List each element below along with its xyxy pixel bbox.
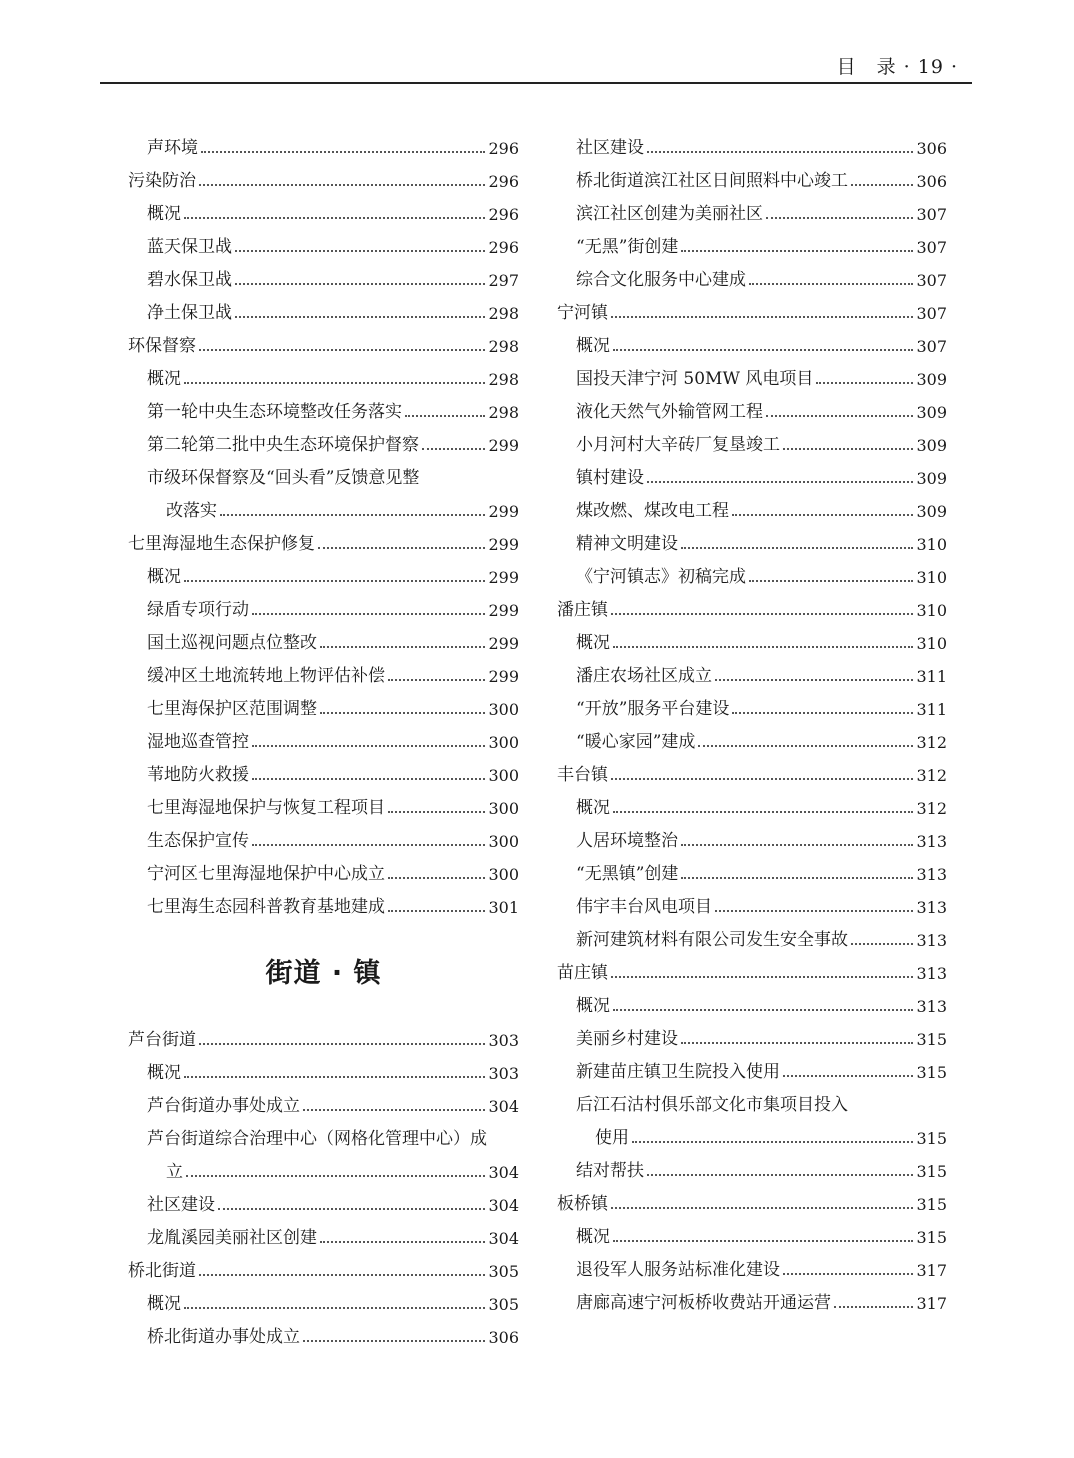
toc-entry-title: “无黑镇”创建 <box>576 864 679 884</box>
toc-page-number: 313 <box>916 997 947 1016</box>
toc-entry-title: “无黑”街创建 <box>576 237 679 257</box>
toc-section-entry[interactable] <box>128 165 519 198</box>
toc-entry-title: 镇村建设 <box>576 468 644 488</box>
toc-page-number: 298 <box>488 304 519 323</box>
dot-leader <box>681 546 913 549</box>
dot-leader <box>834 1305 913 1308</box>
toc-page-number: 299 <box>488 502 519 521</box>
toc-entry-title: 潘庄农场社区成立 <box>576 666 712 686</box>
toc-entry[interactable] <box>557 462 947 495</box>
toc-page-number: 313 <box>916 931 947 950</box>
toc-entry[interactable] <box>557 1287 947 1320</box>
toc-page-number: 315 <box>916 1228 947 1247</box>
dot-leader <box>235 315 485 318</box>
toc-entry-title: 桥北街道办事处成立 <box>147 1327 300 1347</box>
toc-page-number: 296 <box>488 172 519 191</box>
dot-leader <box>252 744 485 747</box>
dot-leader <box>783 447 913 450</box>
toc-entry-title: 改落实 <box>166 501 217 521</box>
toc-page-number: 307 <box>916 304 947 323</box>
toc-section-entry[interactable] <box>557 297 947 330</box>
toc-entry-title: 新河建筑材料有限公司发生安全事故 <box>576 930 848 950</box>
toc-page-number: 304 <box>488 1163 519 1182</box>
toc-entry-title: 伟宇丰台风电项目 <box>576 897 712 917</box>
toc-page-number: 310 <box>916 601 947 620</box>
toc-entry-title: 概况 <box>147 204 181 224</box>
dot-leader <box>303 1339 485 1342</box>
toc-page-number: 315 <box>916 1129 947 1148</box>
dot-leader <box>235 249 485 252</box>
toc-entry[interactable] <box>557 561 947 594</box>
dot-leader <box>613 348 913 351</box>
toc-entry[interactable] <box>128 1156 519 1189</box>
dot-leader <box>681 876 913 879</box>
toc-entry-title: 宁河镇 <box>557 303 608 323</box>
toc-entry[interactable] <box>557 627 947 660</box>
toc-entry[interactable] <box>557 264 947 297</box>
toc-entry[interactable] <box>557 231 947 264</box>
toc-entry[interactable] <box>557 528 947 561</box>
toc-entry[interactable] <box>557 363 947 396</box>
toc-entry[interactable] <box>128 1288 519 1321</box>
toc-page-number: 309 <box>916 436 947 455</box>
dot-leader <box>199 183 485 186</box>
dot-leader <box>613 1239 913 1242</box>
dot-leader <box>218 1207 485 1210</box>
toc-entry[interactable] <box>128 891 519 924</box>
toc-entry-title: 环保督察 <box>128 336 196 356</box>
dot-leader <box>749 579 913 582</box>
toc-page-number: 306 <box>916 139 947 158</box>
dot-leader <box>184 1306 485 1309</box>
dot-leader <box>816 381 913 384</box>
toc-page-number: 315 <box>916 1162 947 1181</box>
toc-entry[interactable] <box>128 693 519 726</box>
dot-leader <box>252 612 485 615</box>
toc-section-entry[interactable] <box>128 528 519 561</box>
toc-entry-title: 美丽乡村建设 <box>576 1029 678 1049</box>
toc-entry[interactable] <box>128 660 519 693</box>
toc-page-number: 303 <box>488 1031 519 1050</box>
dot-leader <box>252 843 485 846</box>
toc-page-number: 315 <box>916 1195 947 1214</box>
toc-page-number: 313 <box>916 865 947 884</box>
toc-entry[interactable] <box>557 198 947 231</box>
dot-leader <box>388 810 485 813</box>
toc-page-number: 309 <box>916 370 947 389</box>
dot-leader <box>766 414 913 417</box>
toc-entry[interactable] <box>557 825 947 858</box>
toc-entry-title: 龙胤溪园美丽社区创建 <box>147 1228 317 1248</box>
toc-column-left <box>128 132 519 1354</box>
toc-entry[interactable] <box>557 891 947 924</box>
dot-leader <box>184 381 485 384</box>
toc-page-number: 299 <box>488 667 519 686</box>
toc-entry-title: 净土保卫战 <box>147 303 232 323</box>
toc-page-number: 298 <box>488 403 519 422</box>
toc-page-number: 296 <box>488 205 519 224</box>
dot-leader <box>749 282 913 285</box>
toc-column-right <box>557 132 947 1320</box>
toc-page-number: 299 <box>488 634 519 653</box>
toc-entry-title: 滨江社区创建为美丽社区 <box>576 204 763 224</box>
dot-leader <box>611 975 913 978</box>
dot-leader <box>405 414 485 417</box>
toc-entry[interactable] <box>128 198 519 231</box>
toc-entry[interactable] <box>557 1221 947 1254</box>
dot-leader <box>318 546 485 549</box>
dot-leader <box>732 513 913 516</box>
toc-entry[interactable] <box>557 660 947 693</box>
toc-entry-title: 概况 <box>576 633 610 653</box>
toc-entry[interactable] <box>128 297 519 330</box>
dot-leader <box>613 1008 913 1011</box>
toc-entry-title: 碧水保卫战 <box>147 270 232 290</box>
toc-entry[interactable] <box>128 231 519 264</box>
dot-leader <box>715 678 913 681</box>
toc-entry-title: 七里海湿地生态保护修复 <box>128 534 315 554</box>
toc-entry-title: 国土巡视问题点位整改 <box>147 633 317 653</box>
toc-section-entry[interactable] <box>557 594 947 627</box>
toc-page-number: 303 <box>488 1064 519 1083</box>
dot-leader <box>186 1174 485 1177</box>
toc-entry-title: “开放”服务平台建设 <box>576 699 730 719</box>
toc-entry-title: 七里海湿地保护与恢复工程项目 <box>147 798 385 818</box>
toc-entry-title: 概况 <box>576 1227 610 1247</box>
dot-leader <box>851 183 913 186</box>
toc-entry[interactable] <box>557 693 947 726</box>
dot-leader <box>388 876 485 879</box>
toc-page-number: 306 <box>488 1328 519 1347</box>
toc-page-number: 309 <box>916 469 947 488</box>
toc-entry-title: 综合文化服务中心建成 <box>576 270 746 290</box>
dot-leader <box>611 777 913 780</box>
toc-page-number: 315 <box>916 1063 947 1082</box>
toc-page-number: 304 <box>488 1229 519 1248</box>
toc-entry-title-line: 后江石沽村俱乐部文化市集项目投入 <box>576 1095 848 1115</box>
toc-page-number: 300 <box>488 832 519 851</box>
toc-page-number: 310 <box>916 568 947 587</box>
toc-entry-title: 绿盾专项行动 <box>147 600 249 620</box>
toc-section-entry[interactable] <box>128 330 519 363</box>
dot-leader <box>681 1041 913 1044</box>
toc-page-number: 298 <box>488 337 519 356</box>
toc-entry-title: 液化天然气外输管网工程 <box>576 402 763 422</box>
dot-leader <box>783 1272 913 1275</box>
toc-page-number: 296 <box>488 238 519 257</box>
toc-page-number: 307 <box>916 271 947 290</box>
toc-entry-title: 丰台镇 <box>557 765 608 785</box>
toc-entry[interactable] <box>128 1321 519 1354</box>
dot-leader <box>201 150 485 153</box>
section-title: 街道 · 镇 <box>265 958 382 989</box>
toc-page-number: 300 <box>488 700 519 719</box>
toc-section-entry[interactable] <box>557 759 947 792</box>
toc-list-towns <box>557 132 947 1320</box>
toc-page-number: 307 <box>916 337 947 356</box>
dot-leader <box>320 645 485 648</box>
toc-page-number: 297 <box>488 271 519 290</box>
toc-page-number: 307 <box>916 238 947 257</box>
dot-leader <box>388 678 485 681</box>
toc-entry-title: 污染防治 <box>128 171 196 191</box>
toc-entry[interactable] <box>128 561 519 594</box>
toc-entry-title: 苗庄镇 <box>557 963 608 983</box>
toc-entry-title: 精神文明建设 <box>576 534 678 554</box>
toc-entry-title: 概况 <box>576 798 610 818</box>
dot-leader <box>320 1240 485 1243</box>
toc-entry-title: 唐廊高速宁河板桥收费站开通运营 <box>576 1293 831 1313</box>
toc-entry[interactable] <box>557 924 947 957</box>
dot-leader <box>611 612 913 615</box>
toc-section-entry[interactable] <box>557 1188 947 1221</box>
toc-entry[interactable] <box>128 594 519 627</box>
toc-entry-title: 《宁河镇志》初稿完成 <box>576 567 746 587</box>
dot-leader <box>613 810 913 813</box>
toc-page-number: 296 <box>488 139 519 158</box>
toc-section-entry[interactable] <box>128 1255 519 1288</box>
toc-entry-title: 桥北街道滨江社区日间照料中心竣工 <box>576 171 848 191</box>
dot-leader <box>184 1075 485 1078</box>
toc-entry-title: 湿地巡查管控 <box>147 732 249 752</box>
toc-entry[interactable] <box>557 1155 947 1188</box>
dot-leader <box>766 216 913 219</box>
dot-leader <box>715 909 913 912</box>
dot-leader <box>632 1140 913 1143</box>
toc-entry-title: 概况 <box>147 369 181 389</box>
dot-leader <box>611 1206 913 1209</box>
toc-entry[interactable] <box>557 990 947 1023</box>
toc-page-number: 299 <box>488 436 519 455</box>
toc-entry[interactable] <box>128 495 519 528</box>
dot-leader <box>647 480 913 483</box>
toc-entry-title: 新建苗庄镇卫生院投入使用 <box>576 1062 780 1082</box>
toc-entry-title: 宁河区七里海湿地保护中心成立 <box>147 864 385 884</box>
toc-entry-title: 结对帮扶 <box>576 1161 644 1181</box>
toc-entry-title: 人居环境整治 <box>576 831 678 851</box>
dot-leader <box>199 1042 485 1045</box>
dot-leader <box>851 942 913 945</box>
toc-page-number: 311 <box>916 700 947 719</box>
toc-entry[interactable] <box>557 858 947 891</box>
toc-page-number: 300 <box>488 766 519 785</box>
toc-entry[interactable] <box>128 264 519 297</box>
toc-page-number: 312 <box>916 766 947 785</box>
toc-entry-title: 芦台街道 <box>128 1030 196 1050</box>
dot-leader <box>388 909 485 912</box>
toc-page-number: 313 <box>916 832 947 851</box>
dot-leader <box>698 744 913 747</box>
toc-entry-title: 板桥镇 <box>557 1194 608 1214</box>
toc-entry-title: 退役军人服务站标准化建设 <box>576 1260 780 1280</box>
toc-entry[interactable] <box>557 132 947 165</box>
toc-entry[interactable] <box>128 858 519 891</box>
toc-entry[interactable] <box>128 627 519 660</box>
toc-entry[interactable] <box>557 495 947 528</box>
toc-entry-title: 使用 <box>595 1128 629 1148</box>
toc-page-number: 309 <box>916 403 947 422</box>
dot-leader <box>303 1108 485 1111</box>
dot-leader <box>184 216 485 219</box>
toc-entry[interactable] <box>128 1057 519 1090</box>
toc-entry-title: 社区建设 <box>576 138 644 158</box>
toc-page-number: 310 <box>916 535 947 554</box>
toc-page-number: 317 <box>916 1294 947 1313</box>
toc-entry-title: 概况 <box>147 567 181 587</box>
toc-entry[interactable] <box>128 396 519 429</box>
toc-entry[interactable] <box>128 363 519 396</box>
toc-entry[interactable] <box>557 330 947 363</box>
toc-entry-title: 国投天津宁河 50MW 风电项目 <box>576 369 814 389</box>
toc-entry[interactable] <box>557 429 947 462</box>
toc-entry-title: 潘庄镇 <box>557 600 608 620</box>
toc-page-number: 311 <box>916 667 947 686</box>
toc-page-number: 315 <box>916 1030 947 1049</box>
toc-entry-title: 声环境 <box>147 138 198 158</box>
toc-entry-title: 第二轮第二批中央生态环境保护督察 <box>147 435 419 455</box>
toc-entry-title-line: 市级环保督察及“回头看”反馈意见整 <box>147 468 420 488</box>
toc-list-environment <box>128 132 519 924</box>
toc-page-number: 300 <box>488 733 519 752</box>
dot-leader <box>783 1074 913 1077</box>
dot-leader <box>611 315 913 318</box>
toc-entry-title: 七里海保护区范围调整 <box>147 699 317 719</box>
toc-page-number: 299 <box>488 568 519 587</box>
toc-entry-title: 概况 <box>576 336 610 356</box>
dot-leader <box>199 1273 485 1276</box>
toc-list-streets <box>128 1024 519 1354</box>
toc-page-number: 313 <box>916 898 947 917</box>
toc-page-number: 310 <box>916 634 947 653</box>
toc-entry[interactable] <box>128 726 519 759</box>
toc-entry[interactable] <box>557 165 947 198</box>
toc-entry[interactable] <box>128 1222 519 1255</box>
toc-entry-title: 七里海生态园科普教育基地建成 <box>147 897 385 917</box>
toc-page-number: 298 <box>488 370 519 389</box>
toc-entry[interactable] <box>128 792 519 825</box>
toc-page-number: 312 <box>916 733 947 752</box>
toc-page-number: 305 <box>488 1262 519 1281</box>
toc-entry-title: 社区建设 <box>147 1195 215 1215</box>
dot-leader <box>184 579 485 582</box>
dot-leader <box>220 513 485 516</box>
dot-leader <box>235 282 485 285</box>
toc-entry[interactable] <box>557 792 947 825</box>
toc-entry-title: 立 <box>166 1162 183 1182</box>
toc-entry[interactable] <box>557 396 947 429</box>
dot-leader <box>681 843 913 846</box>
toc-page-number: 300 <box>488 865 519 884</box>
page-header <box>100 50 972 84</box>
dot-leader <box>252 777 485 780</box>
toc-entry-title: 蓝天保卫战 <box>147 237 232 257</box>
toc-entry-title-line: 芦台街道综合治理中心（网格化管理中心）成 <box>147 1129 487 1149</box>
toc-entry-title: 苇地防火救援 <box>147 765 249 785</box>
toc-entry-title: 小月河村大辛砖厂复垦竣工 <box>576 435 780 455</box>
toc-entry[interactable] <box>128 1090 519 1123</box>
toc-entry-title: “暖心家园”建成 <box>576 732 696 752</box>
toc-page-number: 306 <box>916 172 947 191</box>
toc-entry[interactable] <box>557 1122 947 1155</box>
page-header-text: 目 录 · 19 · <box>836 56 958 78</box>
dot-leader <box>732 711 913 714</box>
toc-entry-title: 煤改燃、煤改电工程 <box>576 501 729 521</box>
toc-entry[interactable] <box>128 429 519 462</box>
toc-entry-title: 概况 <box>576 996 610 1016</box>
dot-leader <box>647 150 913 153</box>
toc-page-number: 317 <box>916 1261 947 1280</box>
toc-section-entry[interactable] <box>128 1024 519 1057</box>
dot-leader <box>647 1173 913 1176</box>
toc-entry[interactable] <box>128 759 519 792</box>
toc-entry-title: 第一轮中央生态环境整改任务落实 <box>147 402 402 422</box>
toc-entry-title: 桥北街道 <box>128 1261 196 1281</box>
toc-entry[interactable] <box>557 1023 947 1056</box>
dot-leader <box>320 711 485 714</box>
toc-entry[interactable] <box>128 825 519 858</box>
toc-entry-title: 芦台街道办事处成立 <box>147 1096 300 1116</box>
toc-page-number: 307 <box>916 205 947 224</box>
toc-page-number: 301 <box>488 898 519 917</box>
toc-page-number: 304 <box>488 1196 519 1215</box>
toc-page-number: 312 <box>916 799 947 818</box>
dot-leader <box>681 249 913 252</box>
toc-entry-title: 缓冲区土地流转地上物评估补偿 <box>147 666 385 686</box>
toc-entry-title: 概况 <box>147 1063 181 1083</box>
toc-page-number: 313 <box>916 964 947 983</box>
toc-entry[interactable] <box>557 726 947 759</box>
dot-leader <box>613 645 913 648</box>
toc-page-number: 304 <box>488 1097 519 1116</box>
toc-page-number: 299 <box>488 601 519 620</box>
toc-entry-title: 概况 <box>147 1294 181 1314</box>
toc-entry-title: 生态保护宣传 <box>147 831 249 851</box>
toc-entry[interactable] <box>128 132 519 165</box>
toc-page-number: 305 <box>488 1295 519 1314</box>
toc-page-number: 299 <box>488 535 519 554</box>
toc-entry[interactable] <box>557 1254 947 1287</box>
toc-entry[interactable] <box>557 1056 947 1089</box>
toc-page-number: 309 <box>916 502 947 521</box>
toc-page-number: 300 <box>488 799 519 818</box>
toc-entry[interactable] <box>128 1189 519 1222</box>
dot-leader <box>422 447 485 450</box>
toc-section-entry[interactable] <box>557 957 947 990</box>
dot-leader <box>199 348 485 351</box>
